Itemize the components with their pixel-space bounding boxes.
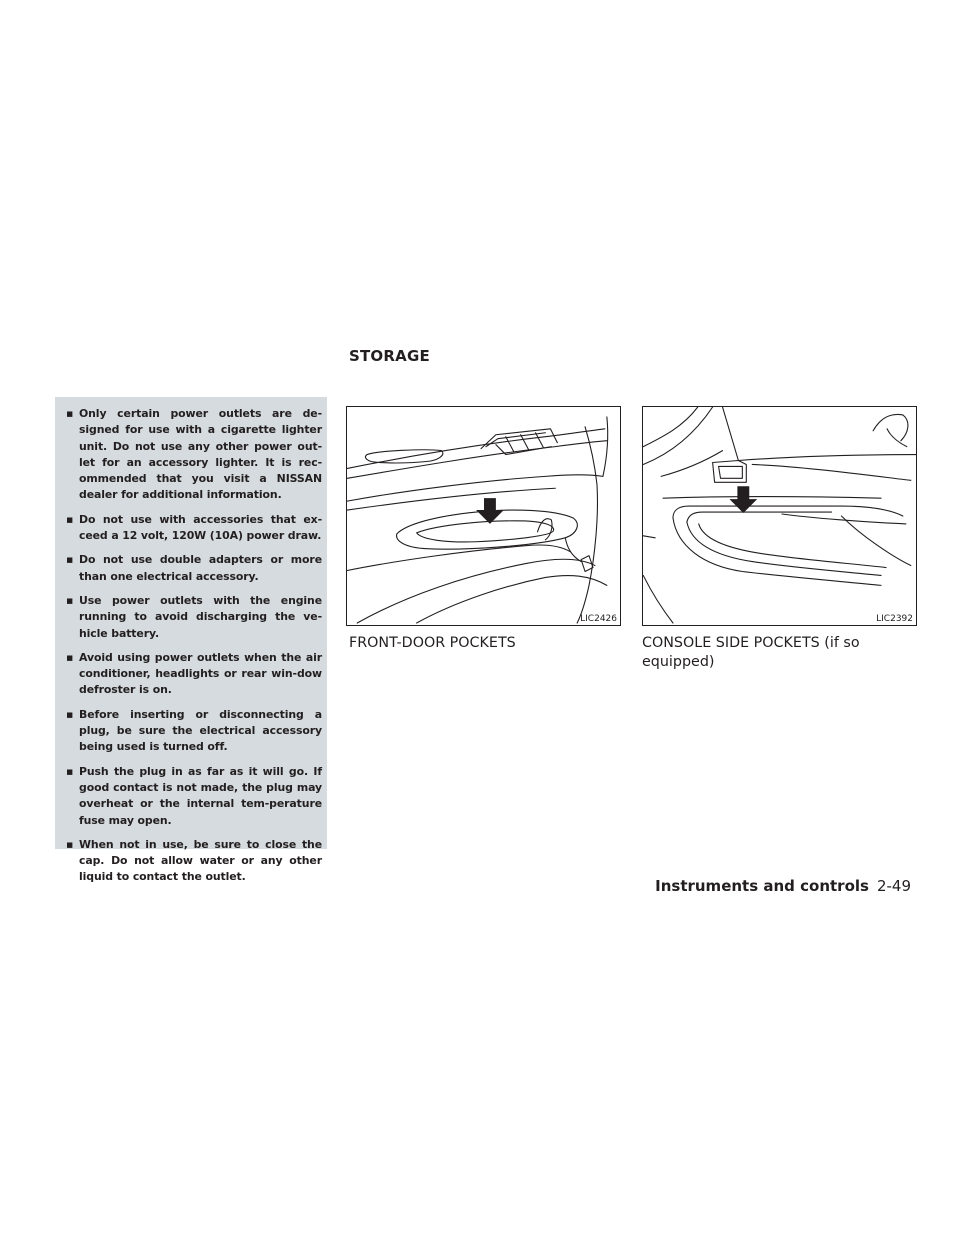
- figure-code: LIC2392: [876, 614, 913, 624]
- console-pocket-illustration: [643, 407, 916, 625]
- bullet-icon: ▪: [66, 650, 74, 664]
- caution-item: [65, 837, 322, 886]
- footer-section-name: Instruments and controls: [655, 877, 869, 895]
- caution-item: [65, 512, 322, 545]
- bullet-icon: ▪: [66, 593, 74, 607]
- front-door-pocket-figure: [346, 406, 621, 626]
- bullet-icon: ▪: [66, 512, 74, 526]
- bullet-icon: ▪: [66, 553, 74, 567]
- bullet-icon: ▪: [66, 707, 74, 721]
- caution-list: [65, 406, 322, 886]
- caution-item: [65, 707, 322, 756]
- figure-caption: CONSOLE SIDE POCKETS (if so equipped): [642, 635, 860, 670]
- figure-caption: FRONT-DOOR POCKETS: [349, 635, 516, 651]
- caution-text: Do not use double adapters or more than one electrical accessory.: [79, 553, 322, 583]
- down-arrow-icon: [476, 498, 504, 524]
- caution-item: [65, 406, 322, 504]
- bullet-icon: ▪: [66, 764, 74, 778]
- bullet-icon: ▪: [66, 837, 74, 851]
- caution-text: Do not use with accessories that ex-ceed a 12 volt, 120W (10A) power draw.: [79, 512, 322, 543]
- caution-text: Push the plug in as far as it will go. If good contact is not made, the plug may overheat or the internal tem-perature fuse may open.: [79, 764, 322, 827]
- caution-text: When not in use, be sure to close the cap. Do not allow water or any other liquid to contact the outlet.: [79, 837, 322, 884]
- down-arrow-icon: [729, 486, 757, 513]
- console-side-pocket-figure: [642, 406, 917, 626]
- caution-item: [65, 764, 322, 829]
- bullet-icon: ▪: [66, 407, 74, 420]
- caution-text: Avoid using power outlets when the air conditioner, headlights or rear win-dow defroster is on.: [79, 650, 322, 697]
- page-number: 2-49: [876, 877, 911, 895]
- caution-text: Use power outlets with the engine running to avoid discharging the ve-hicle battery.: [79, 593, 322, 640]
- caution-text: Only certain power outlets are de-signed for use with a cigarette lighter unit. Do not use any other power out-let for an accessory lighter. It is rec-ommended that you visit a NISSAN dealer for additional information.: [79, 407, 322, 502]
- caution-item: [65, 552, 322, 585]
- door-pocket-illustration: [347, 407, 620, 625]
- section-heading: STORAGE: [349, 347, 430, 365]
- caution-item: [65, 593, 322, 642]
- page-footer: [655, 877, 911, 895]
- caution-box: [55, 397, 327, 884]
- caution-text: Before inserting or disconnecting a plug, be sure the electrical accessory being used is turned off.: [79, 707, 322, 754]
- figure-code: LIC2426: [580, 614, 617, 624]
- caution-item: [65, 650, 322, 699]
